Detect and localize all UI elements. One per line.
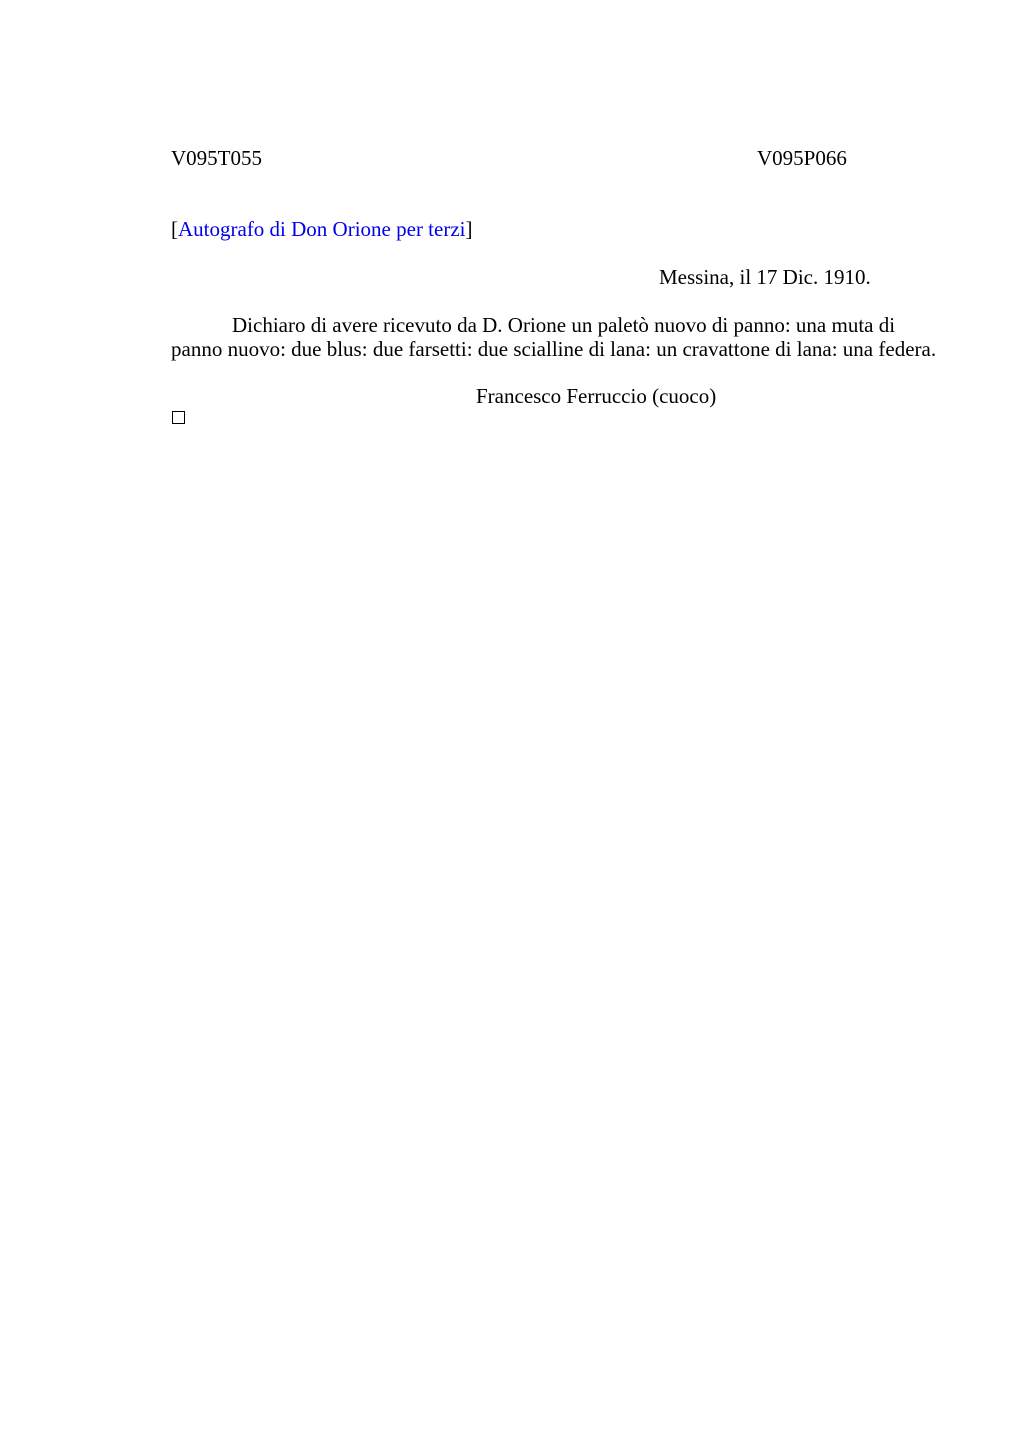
document-code-right: V095P066 bbox=[757, 146, 847, 170]
dateline: Messina, il 17 Dic. 1910. bbox=[659, 265, 871, 289]
note-close-bracket: ] bbox=[465, 217, 473, 241]
empty-square-icon bbox=[172, 411, 185, 424]
body-text-line: Dichiaro di avere ricevuto da D. Orione un paletò nuovo di panno: una muta di bbox=[232, 313, 896, 337]
signature: Francesco Ferruccio (cuoco) bbox=[476, 384, 717, 408]
document-code-left: V095T055 bbox=[171, 146, 262, 170]
editorial-note bbox=[171, 217, 473, 241]
autograph-note-link[interactable]: Autografo di Don Orione per terzi bbox=[178, 217, 466, 241]
body-text-line: panno nuovo: due blus: due farsetti: due scialline di lana: un cravattone di lana: una federa. bbox=[171, 337, 937, 361]
note-open-bracket: [ bbox=[171, 217, 178, 241]
